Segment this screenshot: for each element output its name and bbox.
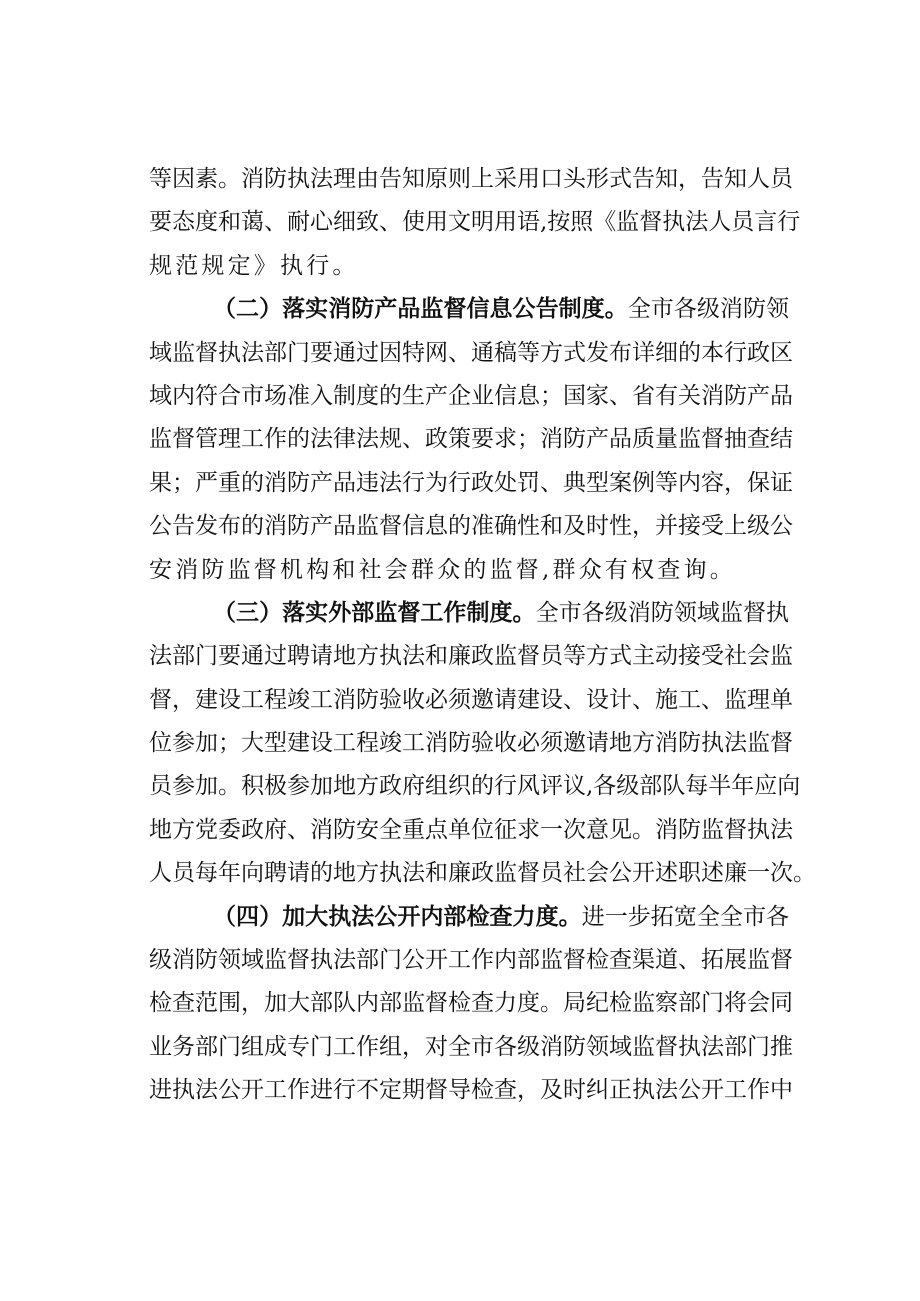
- text-line: [149, 982, 793, 1025]
- text-line: [149, 939, 793, 982]
- text-line: [149, 635, 793, 678]
- text-line: [149, 896, 789, 939]
- paragraph-section-2: [149, 288, 793, 592]
- line-text: 要态度和蔼、耐心细致、使用文明用语,按照《监督执法人员言行: [149, 209, 801, 236]
- text-line: [149, 332, 793, 375]
- line-text: 全市各级消防领域监督执: [535, 599, 790, 626]
- line-text: 域内符合市场准入制度的生产企业信息；国家、省有关消防产品: [149, 382, 793, 409]
- line-text: 进执法公开工作进行不定期督导检查，及时纠正执法公开工作中: [149, 1077, 793, 1104]
- section-heading: （三）落实外部监督工作制度。: [213, 599, 536, 626]
- line-text: 进一步拓宽全全市各: [581, 903, 790, 930]
- paragraph-continuation: [149, 158, 801, 288]
- text-line: [149, 158, 793, 201]
- line-text: 检查范围，加大部队内部监督检查力度。局纪检监察部门将会同: [149, 990, 793, 1017]
- paragraph-section-4: [149, 896, 793, 1113]
- line-text: 监督管理工作的法律法规、政策要求；消防产品质量监督抽查结: [149, 426, 793, 453]
- text-line: [149, 549, 789, 592]
- text-line: [149, 462, 793, 505]
- paragraph-section-3: [149, 592, 816, 896]
- line-text: 全市各级消防领: [627, 296, 790, 323]
- line-text: 督，建设工程竣工消防验收必须邀请建设、设计、施工、监理单: [149, 686, 793, 713]
- text-line: [149, 809, 793, 852]
- line-text: 果；严重的消防产品违法行为行政处罚、典型案例等内容，保证: [149, 469, 793, 496]
- text-line: [149, 375, 793, 418]
- line-text: 位参加；大型建设工程竣工消防验收必须邀请地方消防执法监督: [149, 730, 793, 757]
- text-line: [149, 1026, 793, 1069]
- section-heading: （二）落实消防产品监督信息公告制度。: [213, 296, 628, 323]
- line-text: 法部门要通过聘请地方执法和廉政监督员等方式主动接受社会监: [149, 643, 793, 670]
- text-line: [149, 1069, 793, 1112]
- document-body: [149, 158, 816, 1113]
- line-text: 域监督执法部门要通过因特网、通稿等方式发布详细的本行政区: [149, 339, 793, 366]
- line-text: 员参加。积极参加地方政府组织的行风评议,各级部队每半年应向: [149, 773, 801, 800]
- line-text: 规范规定》执行。: [149, 252, 359, 279]
- line-text: 地方党委政府、消防安全重点单位征求一次意见。消防监督执法: [149, 816, 793, 843]
- text-line: [149, 765, 801, 808]
- section-heading: （四）加大执法公开内部检查力度。: [213, 903, 582, 930]
- line-text: 等因素。消防执法理由告知原则上采用口头形式告知，告知人员: [149, 166, 793, 192]
- text-line: [149, 505, 793, 548]
- text-line: [149, 592, 789, 635]
- line-text: 公告发布的消防产品监督信息的准确性和及时性，并接受上级公: [149, 513, 793, 540]
- text-line: [149, 418, 793, 461]
- text-line: [149, 679, 793, 722]
- text-line: [149, 722, 793, 765]
- text-line: [149, 288, 789, 331]
- line-text: 人员每年向聘请的地方执法和廉政监督员社会公开述职述廉一次。: [149, 860, 816, 887]
- line-text: 级消防领域监督执法部门公开工作内部监督检查渠道、拓展监督: [149, 947, 793, 974]
- text-line: [149, 852, 816, 895]
- line-text: 安消防监督机构和社会群众的监督,群众有权查询。: [149, 556, 736, 583]
- line-text: 业务部门组成专门工作组，对全市各级消防领域监督执法部门推: [149, 1033, 793, 1060]
- text-line: [149, 201, 801, 244]
- text-line: [149, 245, 789, 288]
